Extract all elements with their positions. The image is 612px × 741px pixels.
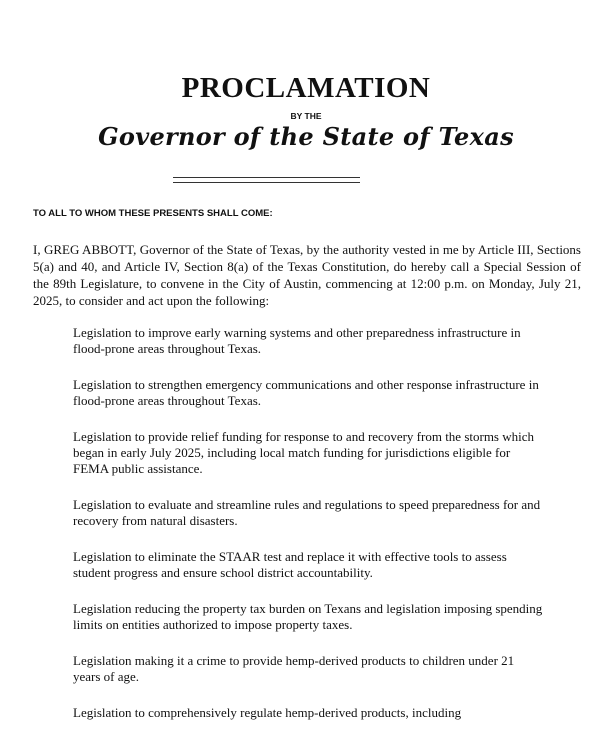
agenda-item: Legislation to comprehensively regulate hemp-derived products, including	[73, 705, 462, 720]
agenda-item: Legislation making it a crime to provide hemp-derived products to children under 21 years of age.	[73, 653, 515, 684]
double-rule-divider	[173, 177, 360, 183]
agenda-item: Legislation to strengthen emergency communications and other response infrastructure in flood-prone areas throughout Texas.	[73, 377, 539, 408]
agenda-item: Legislation to improve early warning systems and other preparedness infrastructure in flood-prone areas throughout Texas.	[73, 325, 521, 356]
by-the-label: BY THE	[290, 111, 322, 121]
governor-subtitle: Governor of the State of Texas	[98, 122, 514, 151]
intro-paragraph: I, GREG ABBOTT, Governor of the State of Texas, by the authority vested in me by Article III, Sections 5(a) and 40, and Article IV, Section 8(a) of the Texas Constitution, do hereby call a Special Session of the 89th Legislature, to convene in the City of Austin, commencing at 12:00 p.m. on Monday, July 21, 2025, to consider and act upon the following:	[33, 242, 581, 308]
agenda-item: Legislation to eliminate the STAAR test and replace it with effective tools to assess student progress and ensure school district accountability.	[73, 549, 507, 580]
agenda-item: Legislation to provide relief funding for response to and recovery from the storms which began in early July 2025, including local match funding for jurisdictions eligible for FEMA public assistance.	[73, 429, 535, 476]
agenda-item: Legislation reducing the property tax burden on Texans and legislation imposing spending limits on entities authorized to impose property taxes.	[73, 601, 543, 632]
agenda-item: Legislation to evaluate and streamline rules and regulations to speed preparedness for and recovery from natural disasters.	[73, 497, 541, 528]
page-title: PROCLAMATION	[181, 72, 431, 104]
salutation: TO ALL TO WHOM THESE PRESENTS SHALL COME:	[33, 208, 273, 219]
agenda-list	[73, 325, 543, 741]
